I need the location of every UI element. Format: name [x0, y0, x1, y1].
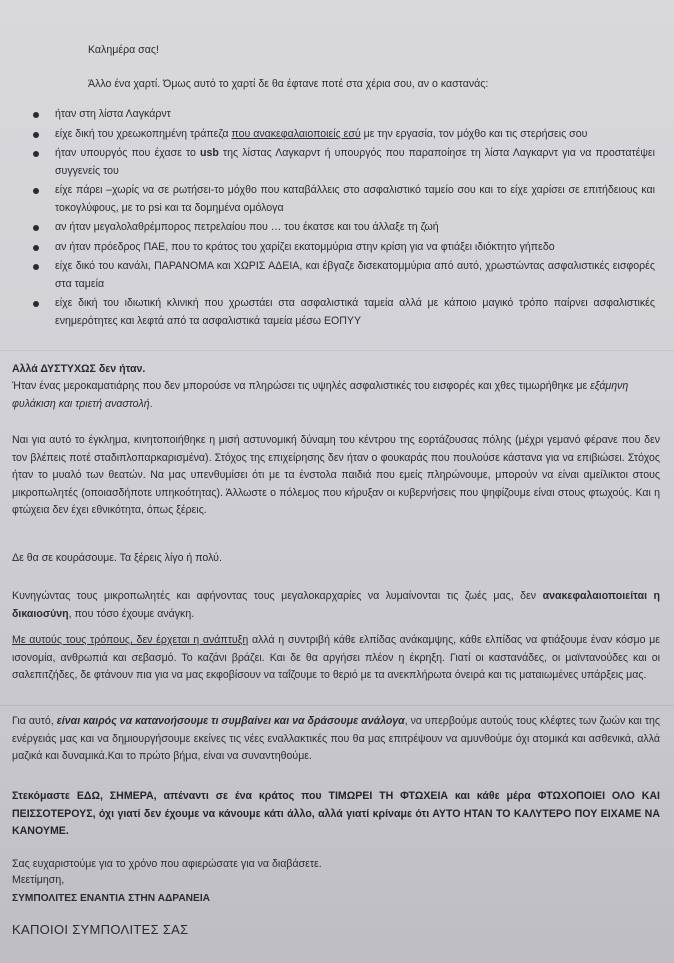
bullet-list	[33, 106, 655, 332]
paragraph-police: Ναι για αυτό το έγκλημα, κινητοποιήθηκε η μισή αστυνομική δύναμη του κέντρου της εορτάζουσας πόλης (μέχρι γεμανό φέρανε που δεν τον βλέπεις ποτέ σταδιπλοπαρκαρισμένα). Στόχος της επιχείρησης δεν ήταν ο φουκαράς που πουλούσε κάστανα για να επιβιώσει. Στόχος ήταν το μυαλό των θεατών. Να μας υπενθυμίσει ότι με τα ένστολα παιδιά που εμείς πληρώνουμε, μπορούν να είναι αμείλικτοι στους μικροπωλητές (οποιασδήποτε υπηκοότητας). Άλλωστε ο πόλεμος που κήρυξαν οι κυβερνήσεις που ψηφίζουμε είναι στους φτωχούς. Και η φτώχεια δεν έχει εθνικότητα, όπως ξέρεις.	[12, 434, 660, 516]
paragraph-short: Δε θα σε κουράσουμε. Τα ξέρεις λίγο ή πολύ.	[12, 552, 222, 564]
bullet-icon	[33, 132, 39, 138]
list-item: αν ήταν πρόεδρος ΠΑΕ, που το κράτος του χαρίζει εκατομμύρια στην κρίση για να φτιάξει ιδιόκτητο γήπεδο	[33, 239, 655, 257]
greeting: Καλημέρα σας!	[88, 44, 159, 56]
unfortunately-heading: Αλλά ΔΥΣΤΥΧΩΣ δεν ήταν.	[12, 363, 146, 375]
list-item: ήταν στη λίστα Λαγκάρντ	[33, 106, 655, 124]
signature: ΣΥΜΠΟΛΙΤΕΣ ΕΝΑΝΤΙΑ ΣΤΗΝ ΑΔΡΑΝΕΙΑ	[12, 893, 211, 904]
paper-crease	[0, 705, 674, 706]
paragraph-stand: Στεκόμαστε ΕΔΩ, ΣΗΜΕΡΑ, απέναντι σε ένα κράτος που ΤΙΜΩΡΕΙ ΤΗ ΦΤΩΧΕΙΑ και κάθε μέρα ΦΤΩΧΟΠΟΙΕΙ ΟΛΟ ΚΑΙ ΠΕΙΣΣΟΤΕΡΟΥΣ, όχι γιατί δεν έχουμε να κάνουμε κάτι άλλο, αλλά γιατί κρίναμε ότι ΑΥΤΟ ΗΤΑΝ ΤΟ ΚΑΛΥΤΕΡΟ ΠΟΥ ΕΙΧΑΜΕ ΝΑ ΚΑΝΟΥΜΕ.	[12, 790, 660, 837]
intro-line: Άλλο ένα χαρτί. Όμως αυτό το χαρτί δε θα έφτανε ποτέ στα χέρια σου, αν ο καστανάς:	[88, 78, 489, 90]
bullet-icon	[33, 245, 39, 251]
closing-line: ΚΑΠΟΙΟΙ ΣΥΜΠΟΛΙΤΕΣ ΣΑΣ	[12, 922, 189, 937]
worker-paragraph: Ήταν ένας μεροκαματιάρης που δεν μπορούσε να πληρώσει τις υψηλές ασφαλιστικές του εισφορές και χθες τιμωρήθηκε με εξάμηνη φυλάκιση και τριετή αναστολή.	[12, 380, 629, 410]
list-item: είχε δικό του κανάλι, ΠΑΡΑΝΟΜΑ και ΧΩΡΙΣ ΑΔΕΙΑ, και έβγαζε δισεκατομμύρια από αυτό, χρωστώντας ασφαλιστικές εισφορές στα ταμεία	[33, 258, 655, 293]
paragraph-justice: Κυνηγώντας τους μικροπωλητές και αφήνοντας τους μεγαλοκαρχαρίες να λυμαίνονται τις ζωές μας, δεν ανακεφαλαιοποιείται η δικαιοσύνη, που τόσο έχουμε ανάγκη.	[12, 590, 660, 620]
bullet-icon	[33, 301, 39, 307]
bullet-icon	[33, 151, 39, 157]
regards-line: Μεετίμηση,	[12, 874, 65, 886]
paragraph-growth: Με αυτούς τους τρόπους, δεν έρχεται η ανάπτυξη αλλά η συντριβή κάθε ελπίδας ανάκαμψης, κάθε ελπίδας να φτιάξουμε έναν κόσμο με ισονομία, ανθρωπιά και σεβασμό. Το καζάνι βράζει. Και δε θα αργήσει πλέον η έκρηξη. Γιατί οι καστανάδες, οι μαϊντανούδες και οι σαλεπιτζήδες, δε φτάνουν πια για να μας εκφοβίσουν να ταΐζουμε το θεριό με τα ανεκπλήρωτα όνειρά και τις ματαιωμένες υπάρξεις μας.	[12, 634, 661, 681]
list-item: ήταν υπουργός που έχασε το usb της λίστας Λαγκαρντ ή υπουργός που παραποίησε τη λίστα Λαγκαρντ για να προστατέψει συγγενείς του	[33, 145, 655, 180]
list-item: είχε πάρει –χωρίς να σε ρωτήσει-το μόχθο που καταβάλλεις στο ασφαλιστικό ταμείο σου και το είχε χαρίσει σε επιτήδειους και τοκογλύφους, με το psi και τα δομημένα ομόλογα	[33, 182, 655, 217]
list-item: αν ήταν μεγαλολαθρέμπορος πετρελαίου που … του έκατσε και του άλλαξε τη ζωή	[33, 219, 655, 237]
bullet-icon	[33, 112, 39, 118]
paragraph-action: Για αυτό, είναι καιρός να κατανοήσουμε τι συμβαίνει και να δράσουμε ανάλογα, να υπερβούμε αυτούς τους κλέφτες των ζωών και της ενέργειάς μας και να δημιουργήσουμε εκείνες τις νέες εναλλακτικές που θα μας επιτρέψουν να αμυνθούμε όχι ατομικά και ασθενικά, αλλά μαζικά και δυναμικά.Και το πρώτο βήμα, είναι να συναντηθούμε.	[12, 715, 660, 762]
bullet-icon	[33, 264, 39, 270]
paper-crease	[0, 350, 674, 351]
list-item: είχε δική του χρεωκοπημένη τράπεζα που ανακεφαλαιοποιείς εσύ με την εργασία, τον μόχθο και τις στερήσεις σου	[33, 126, 655, 144]
bullet-icon	[33, 225, 39, 231]
underlined-phrase: που ανακεφαλαιοποιείς εσύ	[231, 127, 361, 140]
list-item: είχε δική του ιδιωτική κλινική που χρωστάει στα ασφαλιστικά ταμεία αλλά με κάποιο μαγικό τρόπο παίρνει ασφαλιστικές ενημερότητες και λεφτά από τα ασφαλιστικά ταμεία μέσω ΕΟΠΥΥ	[33, 295, 655, 330]
thanks-line: Σας ευχαριστούμε για το χρόνο που αφιερώσατε για να διαβάσετε.	[12, 858, 322, 870]
bullet-icon	[33, 188, 39, 194]
